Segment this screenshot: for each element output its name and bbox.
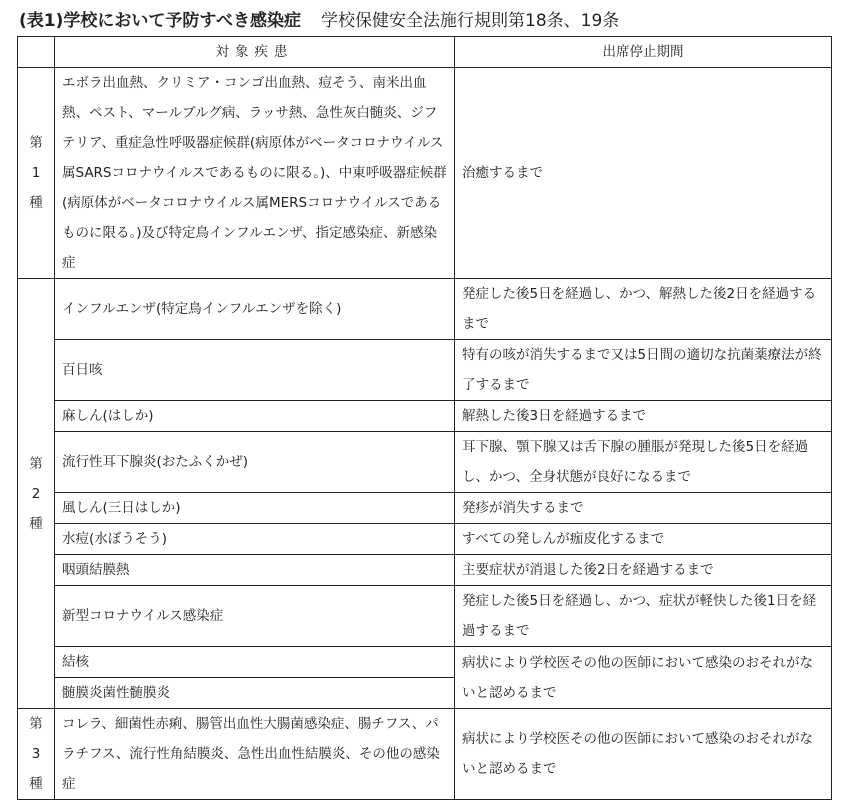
table-row [18,279,832,340]
category-type2: 第 2 種 [18,279,55,709]
table-row [18,586,832,647]
table-row [18,555,832,586]
disease-cell: 結核 [55,647,455,678]
table-row [18,493,832,524]
period-cell: 主要症状が消退した後2日を経過するまで [455,555,832,586]
table-row [18,647,832,678]
category-type1: 第 1 種 [18,68,55,279]
period-cell: 特有の咳が消失するまで又は5日間の適切な抗菌薬療法が終了するまで [455,340,832,401]
disease-cell: 麻しん(はしか) [55,401,455,432]
disease-cell: 新型コロナウイルス感染症 [55,586,455,647]
table-row [18,340,832,401]
period-cell: 発症した後5日を経過し、かつ、症状が軽快した後1日を経過するまで [455,586,832,647]
table-row [18,401,832,432]
disease-cell: 咽頭結膜熱 [55,555,455,586]
period-cell: 発症した後5日を経過し、かつ、解熱した後2日を経過するまで [455,279,832,340]
period-cell: すべての発しんが痂皮化するまで [455,524,832,555]
table-row [18,68,832,279]
table-row [18,524,832,555]
period-cell: 病状により学校医その他の医師において感染のおそれがないと認めるまで [455,647,832,709]
period-cell: 耳下腺、顎下腺又は舌下腺の腫脹が発現した後5日を経過し、かつ、全身状態が良好になるまで [455,432,832,493]
table-caption: (表1)学校において予防すべき感染症 [19,11,302,31]
table-header-row [18,37,832,68]
header-category [18,37,55,68]
disease-cell: 髄膜炎菌性髄膜炎 [55,678,455,709]
period-cell: 発疹が消失するまで [455,493,832,524]
disease-cell: インフルエンザ(特定鳥インフルエンザを除く) [55,279,455,340]
period-cell: 病状により学校医その他の医師において感染のおそれがないと認めるまで [455,709,832,800]
disease-cell: 流行性耳下腺炎(おたふくかぜ) [55,432,455,493]
page-title [19,8,619,34]
legal-reference: 学校保健安全法施行規則第18条、19条 [321,11,620,31]
category-type3: 第 3 種 [18,709,55,800]
period-cell: 治癒するまで [455,68,832,279]
disease-cell: 百日咳 [55,340,455,401]
infectious-disease-table [17,36,832,800]
disease-cell: 風しん(三日はしか) [55,493,455,524]
header-period: 出席停止期間 [455,37,832,68]
disease-cell: コレラ、細菌性赤痢、腸管出血性大腸菌感染症、腸チフス、パラチフス、流行性角結膜炎、急性出血性結膜炎、その他の感染症 [55,709,455,800]
period-cell: 解熱した後3日を経過するまで [455,401,832,432]
disease-cell: エボラ出血熱、クリミア・コンゴ出血熱、痘そう、南米出血熱、ペスト、マールブルグ病、ラッサ熱、急性灰白髄炎、ジフテリア、重症急性呼吸器症候群(病原体がベータコロナウイルス属SARSコロナウイルスであるものに限る。)、中東呼吸器症候群(病原体がベータコロナウイルス属MERSコロナウイルスであるものに限る。)及び特定鳥インフルエンザ、指定感染症、新感染症 [55,68,455,279]
table-row [18,709,832,800]
header-disease: 対象疾患 [55,37,455,68]
disease-cell: 水痘(水ぼうそう) [55,524,455,555]
table-row [18,432,832,493]
